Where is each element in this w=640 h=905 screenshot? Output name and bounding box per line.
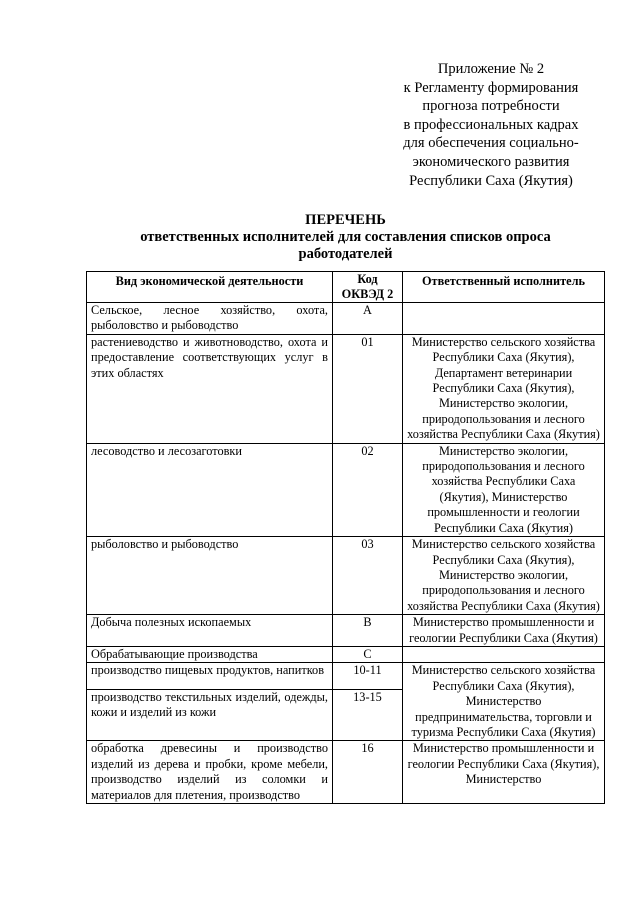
cell-executor: Министерство сельского хозяйства Республики Саха (Якутия), Департамент ветеринарии Республики Саха (Якутия), Министерство экологии, природопользования и лесного хозяйства Республики Саха (Якутия) xyxy=(403,334,605,443)
document-title xyxy=(88,212,603,263)
cell-activity: растениеводство и животноводство, охота и предоставление соответствующих услуг в этих областях xyxy=(87,334,333,443)
cell-executor-merged: Министерство сельского хозяйства Республики Саха (Якутия), Министерство предпринимательства, торговли и туризма Республики Саха (Якутия) xyxy=(403,663,605,741)
appendix-line: для обеспечения социально- xyxy=(403,135,579,152)
title-heading: ПЕРЕЧЕНЬ xyxy=(305,212,386,228)
table-row xyxy=(87,537,605,615)
cell-activity: обработка древесины и производство изделий из дерева и пробки, кроме мебели, производство изделий из соломки и материалов для плетения, производство xyxy=(87,741,333,804)
table-header-row xyxy=(87,272,605,303)
cell-activity: лесоводство и лесозаготовки xyxy=(87,443,333,536)
cell-code: C xyxy=(333,646,403,662)
cell-activity: Обрабатывающие производства xyxy=(87,646,333,662)
table-row xyxy=(87,334,605,443)
header-code: Код ОКВЭД 2 xyxy=(333,272,403,303)
cell-activity: Сельское, лесное хозяйство, охота, рыболовство и рыбоводство xyxy=(87,303,333,335)
cell-activity: производство пищевых продуктов, напитков xyxy=(87,663,333,690)
cell-executor: Министерство сельского хозяйства Республики Саха (Якутия), Министерство экологии, природопользования и лесного хозяйства Республики Саха (Якутия) xyxy=(403,537,605,615)
cell-code: 02 xyxy=(333,443,403,536)
cell-activity: рыболовство и рыбоводство xyxy=(87,537,333,615)
table-row xyxy=(87,663,605,690)
appendix-line: экономического развития xyxy=(412,153,570,170)
cell-code: 03 xyxy=(333,537,403,615)
appendix-line: Республики Саха (Якутия) xyxy=(409,172,573,189)
cell-activity: Добыча полезных ископаемых xyxy=(87,615,333,647)
table-row xyxy=(87,646,605,662)
appendix-line: к Регламенту формирования xyxy=(403,79,579,96)
table-row xyxy=(87,615,605,647)
table-row xyxy=(87,443,605,536)
executors-table xyxy=(86,271,605,804)
cell-code: 01 xyxy=(333,334,403,443)
cell-code: A xyxy=(333,303,403,335)
appendix-line: в профессиональных кадрах xyxy=(403,116,579,133)
cell-code: 13-15 xyxy=(333,689,403,740)
table-row xyxy=(87,303,605,335)
cell-executor: Министерство промышленности и геологии Республики Саха (Якутия) xyxy=(403,615,605,647)
cell-code: B xyxy=(333,615,403,647)
header-activity: Вид экономической деятельности xyxy=(87,272,333,303)
cell-activity: производство текстильных изделий, одежды, кожи и изделий из кожи xyxy=(87,689,333,740)
cell-executor: Министерство экологии, природопользования и лесного хозяйства Республики Саха (Якутия), Министерство промышленности и геологии Республики Саха (Якутия) xyxy=(403,443,605,536)
table-row xyxy=(87,741,605,804)
cell-code: 16 xyxy=(333,741,403,804)
title-line: ответственных исполнителей для составления списков опроса xyxy=(140,229,551,245)
cell-executor xyxy=(403,303,605,335)
appendix-line: прогноза потребности xyxy=(422,98,560,115)
appendix-note xyxy=(382,60,600,190)
cell-executor: Министерство промышленности и геологии Республики Саха (Якутия), Министерство xyxy=(403,741,605,804)
cell-executor xyxy=(403,646,605,662)
title-line: работодателей xyxy=(298,246,393,262)
header-executor: Ответственный исполнитель xyxy=(403,272,605,303)
appendix-line: Приложение № 2 xyxy=(437,61,545,77)
cell-code: 10-11 xyxy=(333,663,403,690)
